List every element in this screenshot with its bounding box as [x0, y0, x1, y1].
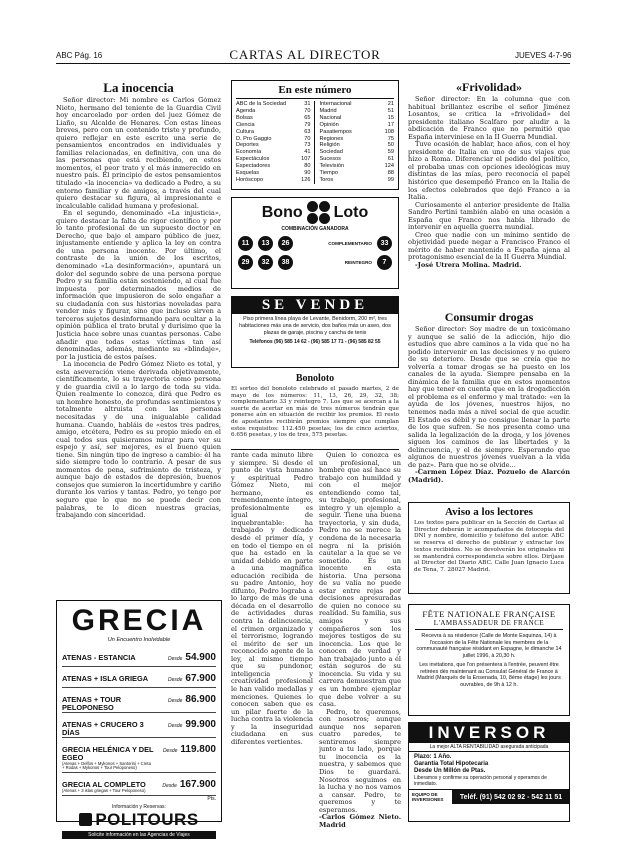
- index-entry-page: 70: [304, 107, 311, 114]
- paragraph: Tuve ocasión de hablar, hace años, con el hoy presidente de Italia en uno de sus viajes que hizo a Roma. Diferenciar el pedido del político, el probaba unas con opciones ideológicas muy distintas de las mías, pero reconocía el papel histórico que desempeñó Franco en la Italia de los efectos celebrados que dejó Franco a ia Italia.: [408, 140, 570, 202]
- reintegro-label: REINTEGRO: [344, 260, 372, 265]
- grecia-tagline: Un Encuentro Inolvidable: [107, 637, 171, 643]
- index-entry-page: 15: [387, 114, 394, 121]
- index-entry: [320, 170, 395, 177]
- index-entry-page: 31: [304, 101, 311, 107]
- index-entry: [236, 122, 311, 129]
- paragraph: Señor director: En la columna que con habitual brillantez escribe el señor Jiménez Losantos, se critica la «frivolidad» del presidente italiano Scalfaro por aludir a la abdicación de Franco que no permitió que España interviniese en la II Guerra Mundial.: [408, 96, 570, 141]
- index-list-right: [320, 101, 395, 184]
- grecia-offer-price: 67.900: [185, 673, 216, 684]
- bonoloto-ball: 13: [258, 236, 273, 251]
- index-entry-label: Sucesos: [319, 156, 341, 163]
- paragraph: La inocencia de Pedro Gómez Nieto es total, y esta aseveración viene derivada objetivamente, científicamente, lo su trayectoria como persona y de guardia civil a lo largo de toda su vida. Quien realmente lo conozca, dirá que Pedro es un hombre honesto, de profundas sentimientos y totalmente altruista con las personas necesitadas y de una inigualable calidad humana. Cuando, habláis de «estos tres padres, amigo, etcétera, Pedro es su propio miedo en el cual todos sus quisieramos mirar para ver su espejo y así, ser mejores, es el bueno quien tiene. Sin ningún tipo de ingreso a cambio: él ha sido siempre todo lo contrario. A pesar de sus momentos de pena, sufrimiento de tristeza, y aunque bajo de estados de depresión, buenos consejos que sumieron la incertidumbre y cariño durante los varios y tantas. Pedro, yo tengo por seguro que lo que no se puede decir con palabras, te lo dicen nuestras gracias, trabajando con sinceridad.: [56, 360, 221, 520]
- index-entry-label: Cultura: [236, 128, 255, 135]
- index-entry: [320, 108, 395, 115]
- index-entry: [236, 156, 311, 163]
- index-entry-label: Religión: [319, 142, 340, 149]
- inversor-line: Garantía Total Hipotecaria: [414, 761, 489, 767]
- index-entry-label: Pasatiempos: [319, 128, 352, 135]
- grecia-offer-destination: ATENAS - ESTANCIA: [62, 653, 136, 662]
- index-entry-label: Nacional: [319, 114, 342, 121]
- se-vende-ad[interactable]: [231, 296, 399, 368]
- grecia-offer-from: Desde: [162, 748, 178, 755]
- index-entry: [236, 115, 311, 122]
- complementario-ball: 33: [377, 236, 392, 251]
- grecia-offer-price: 167.900: [179, 779, 216, 791]
- index-entry: [320, 149, 395, 156]
- bonoloto-results-box: [231, 197, 399, 289]
- index-entry-page: 21: [387, 101, 394, 107]
- grecia-offer-price: 119.800: [180, 744, 216, 756]
- index-entry-page: 41: [304, 149, 311, 156]
- grecia-offer-row: [62, 688, 216, 713]
- inversor-phone[interactable]: Teléf. (91) 542 02 92 - 542 11 51: [453, 790, 569, 804]
- section-title: CARTAS AL DIRECTOR: [229, 47, 381, 62]
- index-box: [231, 80, 399, 190]
- inversor-line: Plazo: 1 Año.: [414, 754, 452, 760]
- letter-signature: -Carmen López Díaz. Pozuelo de Alarcón (Madrid).: [408, 468, 570, 484]
- grecia-offer-price: 99.900: [185, 719, 216, 731]
- inversor-line: Desde Un Millón de Ptas.: [414, 768, 486, 774]
- letter-title-consumir-drogas: Consumir drogas: [444, 310, 534, 324]
- letter-frivolidad-body: [408, 96, 570, 306]
- index-entry-page: 50: [387, 142, 394, 149]
- aviso-text: Los textos para publicar en la Sección de Cartas al Director deberán ir acompañados de fotocopia del DNI y nombre, domicilio y teléfono del autor. ABC se reserva el derecho de publicar y extractar los textos recibidos. No se devolverán los originales ni se mantendrá correspondencia sobre ellos. Diríjase al Director del Diario ABC. Calle Juan Ignacio Luca de Tena, 7. 28027 Madrid.: [414, 520, 564, 573]
- se-vende-text: Piso primera línea playa de Levante, Benidorm, 200 m², tres habitaciones más una de servicio, dos baños más un aseo, dos plazas de garaje, piscina y cancha de tenis: [239, 316, 391, 336]
- bonoloto-news-text: El sorteo del bonoloto celebrado el pasado martes, 2 de mayo de los números: 11, 13, 26, 29, 32, 38; complementario 33 y reintegro 7. Los que se acercan a la suerte de acertar en más de tres números tendrán que ponerse aún en situación de recibir los premios. El resto de apostantes recibirán premios siempre que cumplan estos requisitos: 112.450 pesetas; los de cinco aciertos, 6.656 pesetas, y los de tres, 575 pesetas.: [231, 386, 399, 439]
- bonoloto-news-title: Bonoloto: [295, 373, 335, 384]
- index-entry-page: 51: [387, 107, 394, 114]
- index-list-left: [236, 101, 315, 184]
- paragraph: rante cada minuto libre y siempre. Si desde el punto de vista humano y espiritual Pedro Gómez Nieto, mi hermano, es tremendamente íntegro, profesionalmente es igual de inquebrantable: ha trabajado y dedicado desde el primer día, y en todo el tiempo en el que ha estado en la unidad debido en parte a una magnífica educación recibida de su padre Antonio, hoy difunto, Pedro lograba a lo largo de más de una década en el desarrollo de actividades duras contra la delincuencia, el crimen organizado y el terrorismo, logrando el mérito de ser un reconocido agente de la ley, al mismo tiempo que su pundonor, inteligencia y creatividad profesional le han valido medallas y menciones. Quienes lo conocen saben que es un pilar fuerte de la lucha contra la violencia y la inseguridad ciudadana en sus diferentes vertientes.: [231, 452, 313, 746]
- grecia-offer-destination: ATENAS + ISLA GRIEGA: [62, 674, 149, 683]
- letter-consumir-drogas-body: [408, 326, 570, 496]
- index-entry-label: Esquelas: [236, 170, 260, 177]
- index-entry: [236, 142, 311, 149]
- inversor-title: INVERSOR: [409, 723, 569, 743]
- grecia-offer-destination: ATENAS + CRUCERO 3 DÍAS: [62, 720, 144, 737]
- index-entry-label: Espectáculos: [236, 156, 270, 163]
- bonoloto-logo-icon: [307, 201, 330, 224]
- index-entry: [236, 136, 311, 143]
- index-entry-label: Toros: [319, 176, 334, 183]
- index-entry: [320, 156, 395, 163]
- bonoloto-ball: 11: [238, 236, 253, 251]
- fete-nationale-notice: [408, 604, 570, 716]
- politours-brand: POLITOURS: [95, 809, 199, 829]
- letter-title-frivolidad: «Frivolidad»: [455, 80, 522, 94]
- index-title: En este número: [236, 84, 394, 99]
- index-entry-label: Madrid: [319, 107, 337, 114]
- complementario-label: COMPLEMENTARIO: [328, 241, 372, 246]
- bonoloto-subtitle: COMBINACIÓN GANADORA: [281, 226, 349, 232]
- index-entry: [320, 129, 395, 136]
- grecia-offer-row: [62, 667, 216, 688]
- header-rule: [56, 63, 570, 64]
- letter-continuation-right: [319, 452, 401, 832]
- index-entry: [320, 163, 395, 170]
- grecia-title: GRECIA: [71, 604, 207, 637]
- grecia-offer-destination: ATENAS + TOUR PELOPONESO: [62, 695, 122, 712]
- index-entry-page: 70: [304, 135, 311, 142]
- index-entry-label: Tiempo: [319, 170, 338, 177]
- fete-subtitle: L'AMBASSADEUR DE FRANCE: [415, 619, 563, 630]
- paragraph: Señor director: Mi nombre es Carlos Gómez Nieto, hermano del teniente de la Guardia Civil hoy encarcelado por orden del juez Gómez de Liaño, su Alcalde de Henares. Con estas líneas breves, pero con un contenido triste y profundo, quiero reflejar en este escrito una serie de pensamientos encontrados en individuales y familias relacionadas, en definitiva, con una de las personas que está recibiendo, en estos momentos, el peor trato y el más inmerecido en nuestro país. El principio de estos pensamientos titulado «la inocencia» va dedicado a Pedro, a su entorno familiar y de amigos, a través del cual quiero destacar su figura, al impresionante e incalculable calidad humana y profesional.: [56, 97, 221, 210]
- index-entry-page: 99: [387, 176, 394, 183]
- grecia-currency: Pts.: [207, 795, 216, 802]
- index-entry-page: 90: [304, 170, 311, 177]
- index-entry-page: 75: [387, 135, 394, 142]
- index-entry-page: 108: [384, 128, 394, 135]
- index-entry-page: 65: [304, 114, 311, 121]
- aviso-lectores-box: [408, 502, 570, 594]
- index-entry: [320, 122, 395, 129]
- grecia-offer-detail: (Atenas + 3 islas griegas + Tour Peloponeso): [62, 787, 146, 793]
- page-label: ABC Pág. 16: [56, 51, 103, 60]
- bonoloto-ball: 26: [278, 236, 293, 251]
- index-entry: [320, 136, 395, 143]
- letter-continuation-left: [231, 452, 313, 832]
- inversor-lines: [409, 752, 569, 789]
- index-entry-page: 126: [301, 176, 311, 183]
- index-entry: [236, 108, 311, 115]
- paragraph: Pedro, te queremos, con nosotros; aunque aunque nos separen cuatro paredes, te sentiremos siempre junto a tu lado, porque tu inocencia es la nuestra, y sabemos que Dios te guardará. Nosotros seguimos en la lucha y no nos vamos a cansar. Pedro, te queremos y te esperamos.: [319, 707, 401, 814]
- index-entry-label: Deportes: [236, 142, 259, 149]
- bonoloto-ball: 32: [258, 255, 273, 270]
- inversor-line: Liberamos y confirme su operación personal y operamos de inmediato.: [414, 775, 547, 787]
- index-entry-page: 17: [387, 121, 394, 128]
- fete-title: FÊTE NATIONALE FRANÇAISE: [422, 609, 556, 619]
- index-entry: [236, 101, 311, 108]
- fete-text-1: Recevra à sa résidence (Calle de Monte Esquinza, 14) à l'occasion de la Fête Nationale les membres de la communauté française résidant en Espagne, le dimanche 14 juillet 1996, à 20,30 h.: [416, 633, 562, 659]
- index-entry-label: Economía: [236, 149, 262, 156]
- paragraph: Curiosamente el anterior presidente de Italia Sandro Pertini también alabó en una ocasión a España que Franco nos había librado de intervenir en aquella guerra mundial.: [408, 200, 570, 232]
- index-entry-page: 59: [387, 149, 394, 156]
- grecia-offer-row: [62, 773, 216, 795]
- index-entry-page: 124: [384, 163, 394, 170]
- grecia-offer-detail: (Atenas + Delfos + Mykonos + Santorini + Creta + Rodas + Mykonos + Tour Peloponeso): [62, 760, 151, 771]
- paragraph: Creo que nadie con un mínimo sentido de objetividad puede negar a Francisco Franco el mérito de haber mantenido a España ajena al protagonismo esencial de la II Guerra Mundial.: [408, 230, 570, 262]
- index-entry: [320, 142, 395, 149]
- index-entry: [236, 149, 311, 156]
- index-entry-page: 107: [301, 156, 311, 163]
- index-entry-page: 79: [304, 121, 311, 128]
- bonoloto-brand-right: Loto: [333, 203, 369, 221]
- index-entry: [320, 177, 395, 184]
- grecia-offer-row: [62, 713, 216, 738]
- index-entry: [236, 129, 311, 136]
- index-entry-label: Espectadores: [236, 163, 271, 170]
- index-entry-page: 61: [387, 156, 394, 163]
- fete-text-2: Les invitations, que l'on présentera à l'entrée, peuvent être retirées dès maintenant au Consulat Général de France à Madrid (Marqués de la Ensenada, 10, 8ème étage) les jours ouvrables, de 9h à 12 h.: [417, 662, 561, 688]
- index-entry-page: 73: [304, 142, 311, 149]
- index-entry-label: Bolsas: [236, 114, 253, 121]
- page-date: JUEVES 4-7-96: [515, 51, 572, 60]
- bonoloto-ball: 38: [278, 255, 293, 270]
- index-entry-label: Horóscopo: [236, 176, 264, 183]
- grecia-offer-row: [62, 646, 216, 667]
- se-vende-phones: Teléfonos (96) 585 14 62 - (96) 585 17 71 - (96) 585 82 55: [249, 339, 381, 345]
- index-entry-page: 80: [304, 163, 311, 170]
- letter-title-la-inocencia: La inocencia: [103, 80, 174, 95]
- inversor-ad[interactable]: [408, 722, 570, 822]
- politours-mark-icon: [79, 813, 92, 826]
- index-entry: [236, 163, 311, 170]
- letter-signature: -José Utrera Molina. Madrid.: [415, 261, 522, 270]
- paragraph: En el segundo, denominado «La injusticia», quiero destacar la falta de rigor científico y por lo tanto profesional de un supuesto doctor en Derecho, que bajo el amparo público de juez, injustamente entiende y aplica la ley en contra de una persona inocente. Por último, el contraste de la unión de los escritos, denominado «La desinformación», apuntará un dolor del segundo sobre de una persona porque Pedro y su familia están sosteniendo, al cual fue impuesta por determinados medios de información que impusieron de solo engañar a su ciudadanía con sus historias noveladas para vender más y figurar, sino que incluso sirven a terceros sujetos desinformando para ocultar a la opinión pública el trato brutal y durísimo que la Justicia hace sobre unas cuantas personas. Cabe añadir que todas estas víctimas tan así denominadas, además, mediante su «blindaje», por la justicia de estos países.: [56, 209, 221, 361]
- grecia-offer-destination: GRECIA HELÉNICA Y DEL EGEO: [62, 745, 154, 762]
- grecia-travel-ad[interactable]: [56, 600, 222, 838]
- index-entry: [320, 115, 395, 122]
- index-entry-label: D. Pro Gaggio: [236, 135, 272, 142]
- index-entry: [236, 170, 311, 177]
- grecia-offer-from: Desde: [167, 723, 183, 730]
- index-entry-label: Internacional: [319, 101, 352, 107]
- politours-logo: [62, 810, 216, 830]
- index-entry-label: Sociedad: [319, 149, 343, 156]
- grecia-offer-price: 54.900: [185, 652, 216, 663]
- index-entry-label: Agenda: [236, 107, 256, 114]
- inversor-tagline: La mejor ALTA RENTABILIDAD asegurada anticipada: [409, 743, 569, 752]
- grecia-offer-from: Desde: [167, 698, 183, 704]
- aviso-title: Aviso a los lectores: [445, 506, 533, 518]
- index-entry-label: ABC de la Sociedad: [236, 101, 287, 107]
- divider: [231, 449, 399, 450]
- grecia-offer-from: Desde: [167, 656, 183, 662]
- reintegro-ball: 7: [377, 255, 392, 270]
- index-entry-label: Ciencia: [236, 121, 255, 128]
- index-entry: [320, 101, 395, 108]
- grecia-offer-price: 86.900: [185, 694, 216, 705]
- grecia-price-list: [62, 646, 216, 802]
- letter-signature: -Carlos Gómez Nieto. Madrid: [319, 813, 401, 829]
- se-vende-title: SE VENDE: [232, 297, 398, 314]
- grecia-offer-destination: GRECIA AL COMPLETO: [62, 780, 146, 790]
- index-entry: [236, 177, 311, 184]
- index-entry-page: 88: [387, 170, 394, 177]
- grecia-offer-row: [62, 738, 216, 773]
- index-entry-label: Opinión: [319, 121, 339, 128]
- letter-la-inocencia-body: [56, 97, 221, 587]
- paragraph: Quien lo conozca es un profesional, un hombre que así hace su trabajo con humildad y con el mejor entendiendo como tal, su trabajo, profesional, integro y un ejemplo a seguir. Tiene una buena trayectoria, y sin duda, Pedro no se merece la condena de la necesaria negra ni la prisión cautelar a la que se ve sometido. Es un inocente en esta historia. Una persona de su valía no puede estar entre rejas por decisiones apresuradas de quien no conoce su realidad. Su familia, sus amigos y sus compañeros son los mejores testigos de su inocencia. Los que le conocen de verdad y han trabajado junto a él están seguros de su inocencia. Su vida y su carrera demuestran que es un hombre ejemplar que debe volver a su casa.: [319, 452, 401, 709]
- grecia-offer-from: Desde: [167, 677, 183, 683]
- bonoloto-ball: 29: [238, 255, 253, 270]
- index-entry-label: Televisión: [319, 163, 345, 170]
- grecia-offer-from: Desde: [162, 783, 177, 790]
- index-entry-label: Regiones: [319, 135, 344, 142]
- paragraph: Señor director: Soy madre de un toxicómano y aunque se salió de la adicción, hijo dio estudios que abre caminos a la vida que no ha podido intervenir en las decisiones y no quiero de su deterioro. Desde que se creía que no volvería a tomar drogas se ha puesto en los canales de la ayuda. Siempre pensaba en la dinámica de la familia que en estos momentos hay que tener en cuenta que en la drogadicción el problema es el enfermo y mal tratado: «en la ayuda de los jóvenes, nuestros hijos, no tenemos nada más a nivel social de que acudir. El Estado es débil y no consigue llenar la parte de los que sufren. Se nos presenta como una salida la legalización de la droga, y los jóvenes siguen los caminos de las libertades y la delincuencia, y el de siempre. Esperando que algunos de nuestros jóvenes vuelvan a la vida de paz». Para que no se olvide...: [408, 326, 570, 469]
- grecia-footer: Solicite información en las Agencias de Viajes: [62, 831, 216, 839]
- inversor-footer: EQUIPO DE INVERSIONES: [409, 790, 453, 804]
- politours-label: Información y Reservas:: [112, 803, 166, 810]
- index-entry-page: 63: [304, 128, 311, 135]
- bonoloto-brand-left: Bono: [261, 203, 303, 221]
